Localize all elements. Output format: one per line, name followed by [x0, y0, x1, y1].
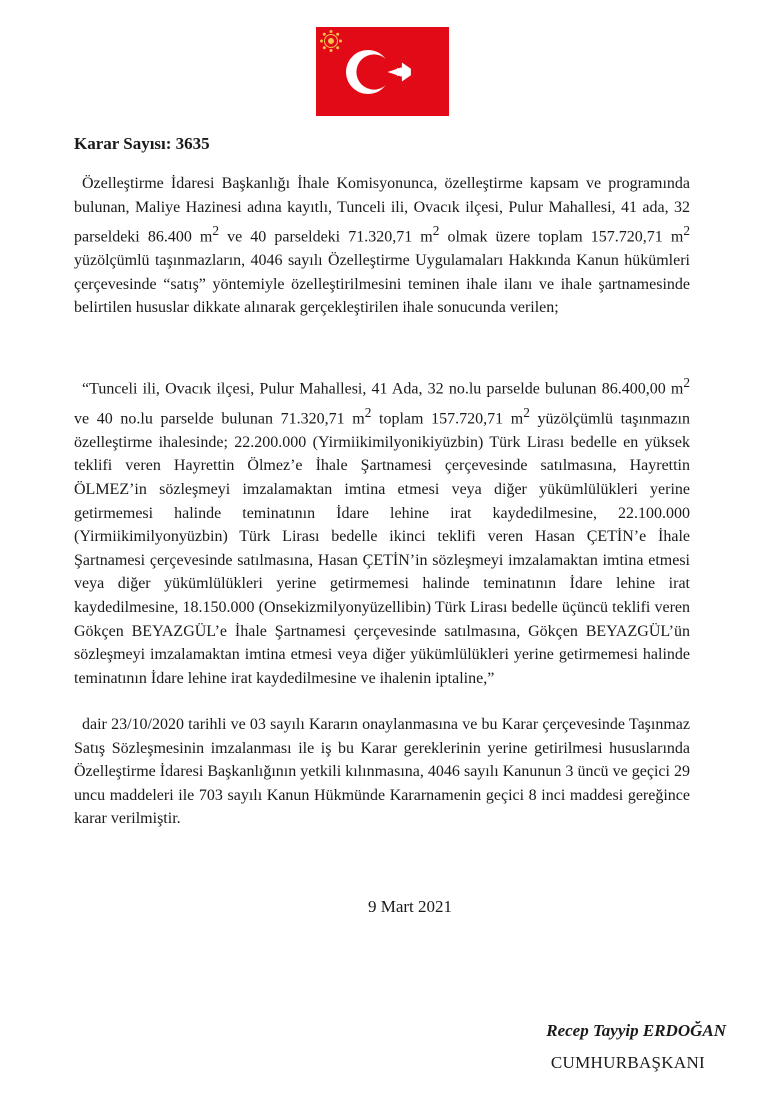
- paragraph-1: Özelleştirme İdaresi Başkanlığı İhale Komisyonunca, özelleştirme kapsam ve programında bulunan, Maliye Hazinesi adına kayıtlı, Tunceli ili, Ovacık ilçesi, Pulur Mahallesi, 41 ada, 32 parseldeki 86.400 $m^2$ ve 40 parseldeki 71.320,71 $m^2$ olmak üzere toplam 157.720,71 $m^2$ yüzölçümlü taşınmazların, 4046 sayılı Özelleştirme Uygulamaları Hakkında Kanun hükümleri çerçevesinde “satış” yöntemiyle özelleştirilmesini teminen ihale ilanı ve ihale şartnamesinde belirtilen hususlar dikkate alınarak gerçekleştirilen ihale sonucunda verilen;: [74, 175, 690, 317]
- paragraph-3: dair 23/10/2020 tarihli ve 03 sayılı Kararın onaylanmasına ve bu Karar çerçevesinde Taşınmaz Satış Sözleşmesinin imzalanması ile iş bu Karar gereklerinin yerine getirilmesi hususlarında Özelleştirme İdaresi Başkanlığının yetkili kılınmasına, 4046 sayılı Kanunun 3 üncü ve geçici 29 uncu maddeleri ile 703 sayılı Kanun Hükmünde Kararnamenin geçici 8 inci maddesi gereğince karar verilmiştir.: [74, 716, 690, 828]
- turkish-flag-icon: [316, 27, 449, 116]
- signer-title: CUMHURBAŞKANI: [550, 1053, 705, 1072]
- decision-number: Karar Sayısı: 3635: [74, 134, 210, 153]
- decision-date: 9 Mart 2021: [367, 897, 453, 916]
- paragraph-2: “Tunceli ili, Ovacık ilçesi, Pulur Mahallesi, 41 Ada, 32 no.lu parselde bulunan 86.400,00 $m^2$ ve 40 no.lu parselde bulunan 71.320,71 $m^2$ toplam 157.720,71 $m^2$ yüzölçümlü taşınmazın özelleştirme ihalesinde; 22.200.000 (Yirmiikimilyonikiyüzbin) Türk Lirası bedelle en yüksek teklifi veren Hayrettin Ölmez’e İhale Şartnamesi çerçevesinde satılmasına, Hayrettin ÖLMEZ’in sözleşmeyi imzalamaktan imtina etmesi veya diğer yükümlülükleri yerine getirmemesi halinde teminatının İdare lehine irat kaydedilmesine, 22.100.000 (Yirmiikimilyonyüzbin) Türk Lirası bedelle ikinci teklifi veren Hasan ÇETİN’e İhale Şartnamesi çerçevesinde satılmasına, Hasan ÇETİN’in sözleşmeyi imzalamaktan imtina etmesi veya diğer yükümlülükleri yerine getirmemesi halinde teminatının İdare lehine irat kaydedilmesine, 18.150.000 (Onsekizmilyonyüzellibin) Türk Lirası bedelle üçüncü teklifi veren Gökçen BEYAZGÜL’e İhale Şartnamesi çerçevesinde satılmasına, Gökçen BEYAZGÜL’ün sözleşmeyi imzalamaktan imtina etmesi veya diğer yükümlülükleri yerine getirmemesi halinde teminatının İdare lehine irat kaydedilmesine ve ihalenin iptaline,”: [74, 375, 690, 687]
- signer-name: Recep Tayyip ERDOĞAN: [546, 1021, 726, 1040]
